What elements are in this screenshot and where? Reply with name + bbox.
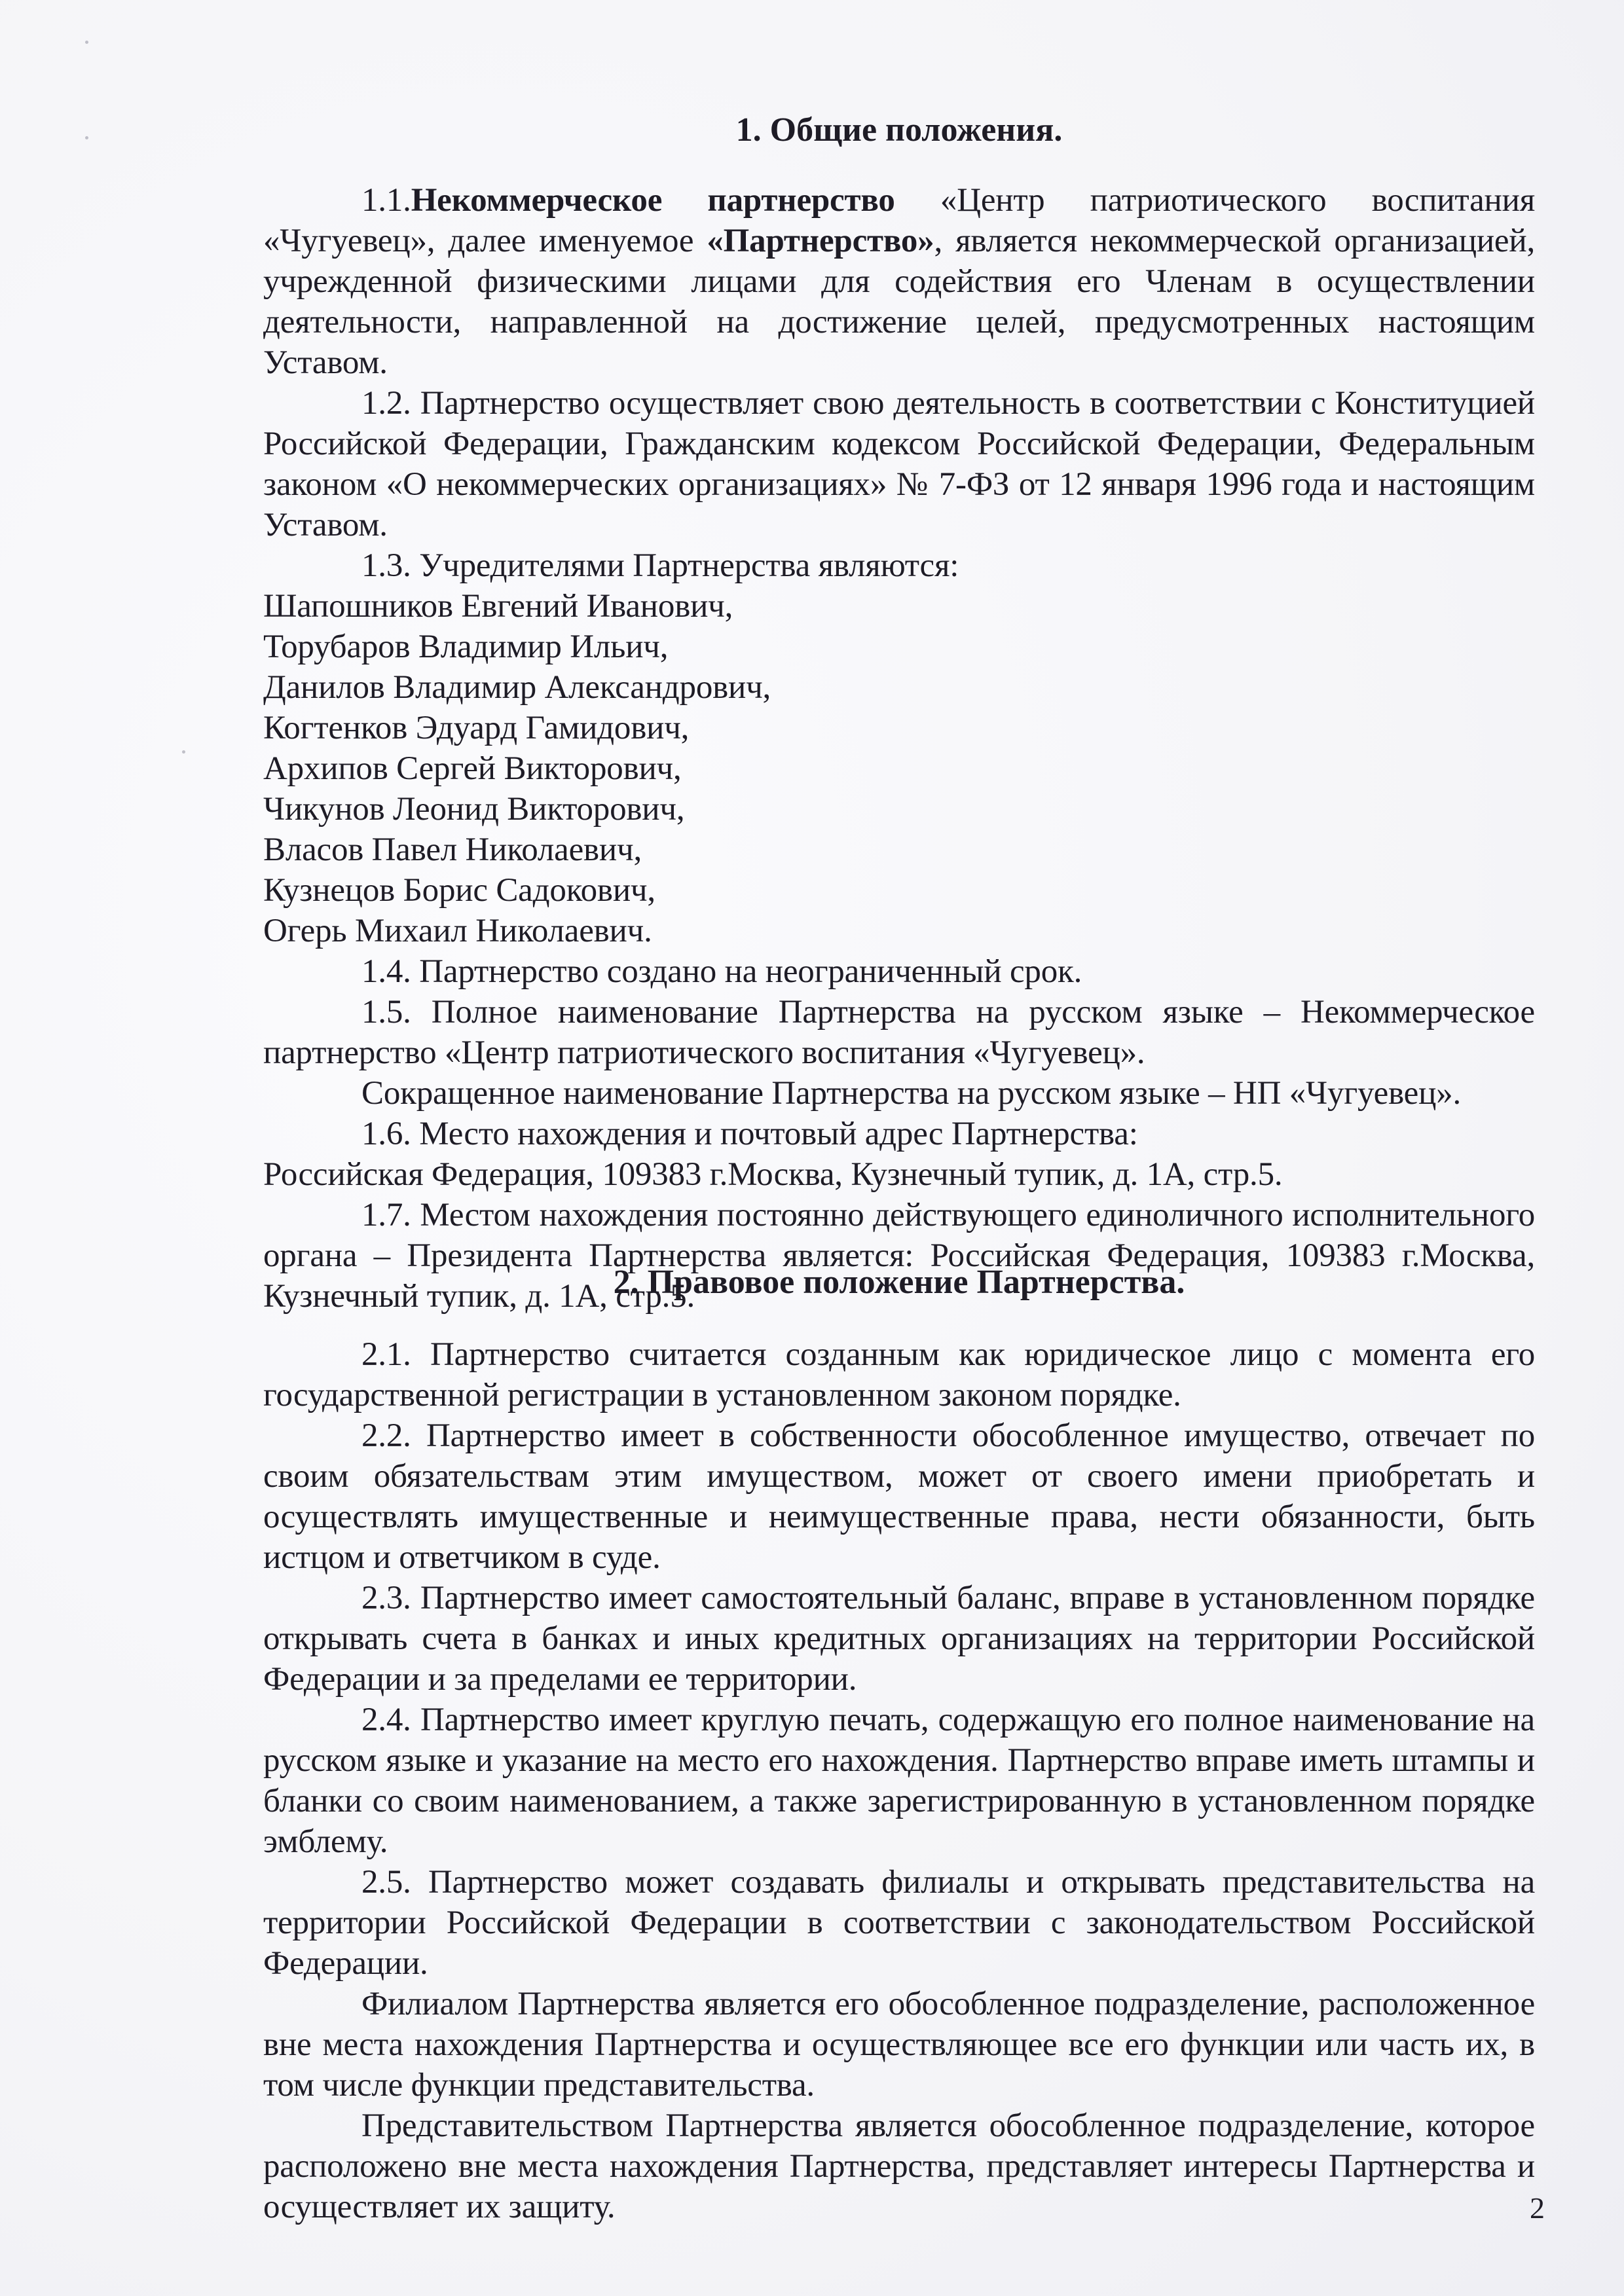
founder-item: Кузнецов Борис Садокович, [263,872,655,909]
org-name-bold: Некоммерческое партнерство [411,182,895,219]
scan-speck [85,41,88,44]
section-2-heading: 2. Правовое положение Партнерства. [613,1264,1185,1301]
founder-item: Власов Павел Николаевич, [263,831,642,868]
paragraph-2-1: 2.1. Партнерство считается созданным как юридическое лицо с момента его государственной регистрации в установленном законом порядке. [263,1336,1535,1413]
paragraph-1-6-address: Российская Федерация, 109383 г.Москва, Кузнечный тупик, д. 1А, стр.5. [263,1156,1283,1193]
section-2-body [263,1334,1535,2227]
founder-item: Данилов Владимир Александрович, [263,669,771,706]
founder-item: Торубаров Владимир Ильич, [263,629,669,665]
paragraph-2-4: 2.4. Партнерство имеет круглую печать, содержащую его полное наименование на русском языке и указание на место его нахождения. Партнерство вправе иметь штампы и бланки со своим наименованием, а также зарегистрированную в установленном порядке эмблему. [263,1702,1535,1860]
paragraph-1-1 [263,180,1535,383]
org-alias-bold: «Партнерство» [707,223,934,259]
paragraph-2-5-branch: Филиалом Партнерства является его обособленное подразделение, расположенное вне места нахождения Партнерства и осуществляющее все его функции или часть их, в том числе функции представительства. [263,1986,1535,2104]
founder-item: Когтенков Эдуард Гамидович, [263,710,690,746]
founder-item: Архипов Сергей Викторович, [263,750,682,787]
scan-speck [85,136,88,139]
paragraph-text: , является некоммерческой организацией, учрежденной физическими лицами для содействия его Членам в осуществлении деятельности, направленной на достижение целей, предусмотренных настоящим Уставом. [263,223,1535,381]
paragraph-1-3: 1.3. Учредителями Партнерства являются: [361,547,959,584]
paragraph-number: 1.1. [361,182,411,219]
paragraph-1-4: 1.4. Партнерство создано на неограниченный срок. [361,953,1082,990]
founder-item: Чикунов Леонид Викторович, [263,791,685,828]
paragraph-1-6: 1.6. Место нахождения и почтовый адрес Партнерства: [361,1116,1138,1152]
paragraph-1-5-short-name: Сокращенное наименование Партнерства на русском языке – НП «Чугуевец». [361,1075,1462,1112]
section-1-body [263,180,1535,1317]
paragraph-2-2: 2.2. Партнерство имеет в собственности обособленное имущество, отвечает по своим обязательствам этим имуществом, может от своего имени приобретать и осуществлять имущественные и неимущественные права, нести обязанности, быть истцом и ответчиком в суде. [263,1417,1535,1576]
paragraph-2-3: 2.3. Партнерство имеет самостоятельный баланс, вправе в установленном порядке открывать счета в банках и иных кредитных организациях на территории Российской Федерации и за пределами ее территории. [263,1580,1535,1698]
scan-speck [182,750,185,754]
paragraph-1-2: 1.2. Партнерство осуществляет свою деятельность в соответствии с Конституцией Российской Федерации, Гражданским кодексом Российской Федерации, Федеральным законом «О некоммерческих организациях» № 7-ФЗ от 12 января 1996 года и настоящим Уставом. [263,385,1535,543]
page-number: 2 [1530,2191,1545,2225]
founder-item: Шапошников Евгений Иванович, [263,588,733,625]
paragraph-1-5: 1.5. Полное наименование Партнерства на русском языке – Некоммерческое партнерство «Центр патриотического воспитания «Чугуевец». [263,994,1535,1071]
paragraph-2-5: 2.5. Партнерство может создавать филиалы и открывать представительства на территории Российской Федерации в соответствии с законодательством Российской Федерации. [263,1864,1535,1982]
paragraph-1-7: 1.7. Местом нахождения постоянно действующего единоличного исполнительного органа – Президента Партнерства является: Российская Федерация, 109383 г.Москва, Кузнечный тупик, д. 1А, стр.5. [263,1197,1535,1315]
section-1-heading: 1. Общие положения. [735,111,1063,149]
founders-list [263,586,1535,951]
paragraph-text: «Центр патриотического воспитания «Чугуевец», далее именуемое [263,182,1535,259]
founder-item: Огерь Михаил Николаевич. [263,913,652,949]
paragraph-2-5-representative-office: Представительством Партнерства является обособленное подразделение, которое расположено вне места нахождения Партнерства, представляет интересы Партнерства и осуществляет их защиту. [263,2107,1535,2225]
